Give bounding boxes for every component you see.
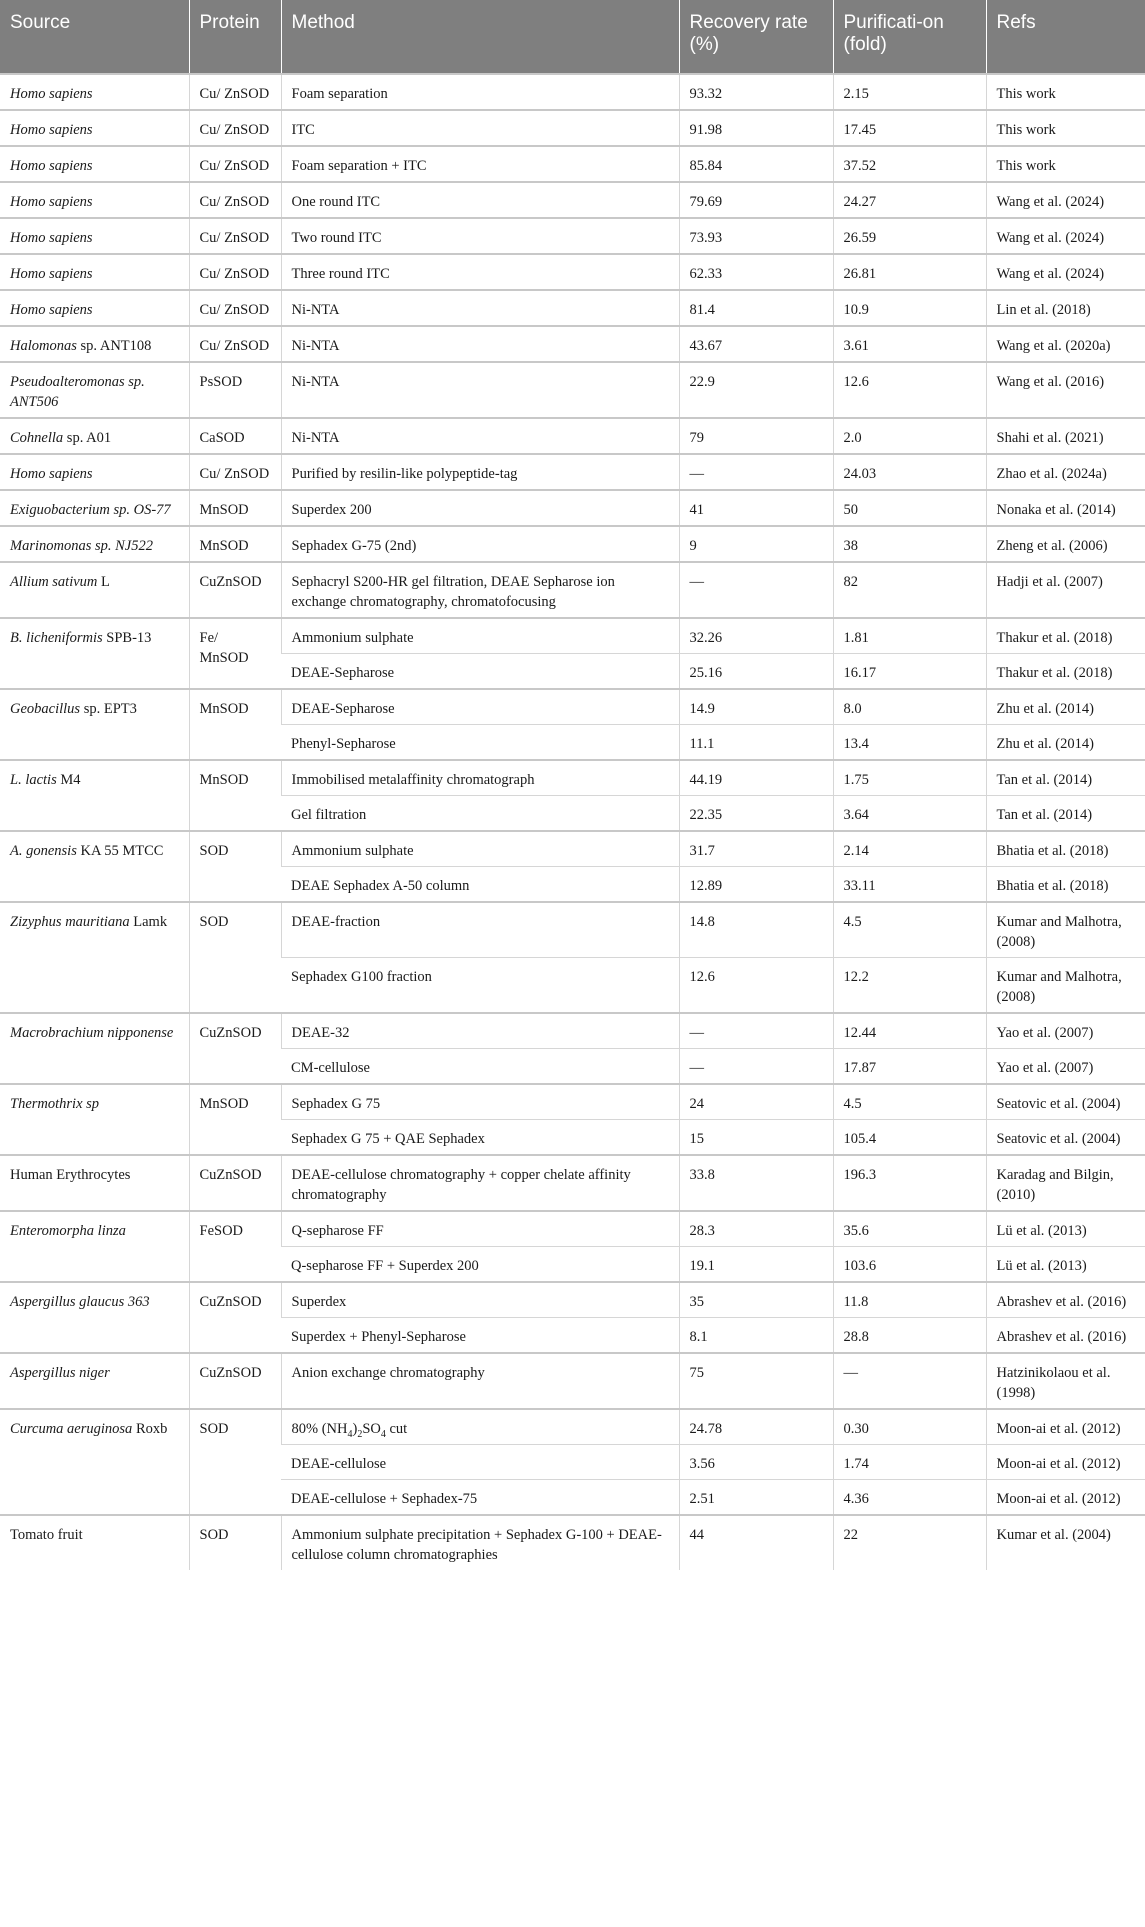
cell-purification: 4.5 [833,1084,986,1120]
cell-source: Homo sapiens [0,218,189,254]
cell-recovery: 79 [679,418,833,454]
cell-protein: CuZnSOD [189,1013,281,1084]
cell-refs: Shahi et al. (2021) [986,418,1145,454]
cell-source: Homo sapiens [0,146,189,182]
cell-purification: 24.27 [833,182,986,218]
cell-purification: 105.4 [833,1120,986,1156]
cell-recovery: 73.93 [679,218,833,254]
cell-source: Curcuma aeruginosa Roxb [0,1409,189,1515]
cell-method: Ammonium sulphate [281,618,679,654]
table-row [0,218,1145,254]
cell-method: 80% $(NH_4)_2SO_4$ cut [281,1409,679,1445]
cell-source: A. gonensis KA 55 MTCC [0,831,189,902]
cell-method: Phenyl-Sepharose [281,725,679,761]
cell-source: Homo sapiens [0,454,189,490]
table-row [0,1282,1145,1318]
cell-refs: Seatovic et al. (2004) [986,1120,1145,1156]
cell-source: Zizyphus mauritiana Lamk [0,902,189,1013]
cell-source: Aspergillus niger [0,1353,189,1409]
table-row [0,326,1145,362]
table-row [0,146,1145,182]
cell-method: Immobilised metalaffinity chromatograph [281,760,679,796]
cell-method: Ni-NTA [281,326,679,362]
cell-purification: 50 [833,490,986,526]
cell-refs: Karadag and Bilgin, (2010) [986,1155,1145,1211]
cell-recovery: 12.89 [679,867,833,903]
cell-method: Ni-NTA [281,362,679,418]
cell-purification: 11.8 [833,1282,986,1318]
cell-protein: CuZnSOD [189,1155,281,1211]
table-row [0,562,1145,618]
cell-protein: Fe/ MnSOD [189,618,281,689]
cell-recovery: 24 [679,1084,833,1120]
cell-purification: 10.9 [833,290,986,326]
cell-refs: Wang et al. (2024) [986,254,1145,290]
cell-source: Marinomonas sp. NJ522 [0,526,189,562]
cell-refs: Zhao et al. (2024a) [986,454,1145,490]
cell-method: DEAE Sephadex A-50 column [281,867,679,903]
cell-purification: 0.30 [833,1409,986,1445]
cell-protein: Cu/ ZnSOD [189,218,281,254]
cell-recovery: 43.67 [679,326,833,362]
cell-protein: Cu/ ZnSOD [189,290,281,326]
cell-recovery: 62.33 [679,254,833,290]
cell-refs: Wang et al. (2016) [986,362,1145,418]
cell-recovery: — [679,1013,833,1049]
cell-source: Aspergillus glaucus 363 [0,1282,189,1353]
cell-refs: This work [986,74,1145,110]
cell-refs: Wang et al. (2024) [986,182,1145,218]
cell-recovery: 81.4 [679,290,833,326]
cell-protein: MnSOD [189,490,281,526]
cell-refs: Abrashev et al. (2016) [986,1318,1145,1354]
table-row [0,418,1145,454]
cell-method: Superdex + Phenyl-Sepharose [281,1318,679,1354]
cell-protein: Cu/ ZnSOD [189,110,281,146]
table-row [0,1515,1145,1570]
cell-refs: Thakur et al. (2018) [986,654,1145,690]
cell-refs: Yao et al. (2007) [986,1013,1145,1049]
cell-protein: SOD [189,902,281,1013]
cell-protein: Cu/ ZnSOD [189,146,281,182]
cell-refs: Lü et al. (2013) [986,1211,1145,1247]
cell-protein: MnSOD [189,526,281,562]
cell-protein: MnSOD [189,689,281,760]
cell-recovery: 93.32 [679,74,833,110]
cell-protein: SOD [189,831,281,902]
table-row [0,1353,1145,1409]
cell-recovery: 28.3 [679,1211,833,1247]
cell-purification: 4.36 [833,1480,986,1516]
cell-method: CM-cellulose [281,1049,679,1085]
cell-purification: 1.74 [833,1445,986,1480]
cell-recovery: 85.84 [679,146,833,182]
cell-protein: Cu/ ZnSOD [189,74,281,110]
cell-protein: SOD [189,1515,281,1570]
cell-purification: 26.81 [833,254,986,290]
cell-protein: FeSOD [189,1211,281,1282]
cell-method: ITC [281,110,679,146]
cell-source: L. lactis M4 [0,760,189,831]
cell-source: Geobacillus sp. EPT3 [0,689,189,760]
table-row [0,1155,1145,1211]
cell-purification: 16.17 [833,654,986,690]
table-row [0,618,1145,654]
cell-method: Ni-NTA [281,418,679,454]
cell-recovery: 44.19 [679,760,833,796]
cell-refs: Seatovic et al. (2004) [986,1084,1145,1120]
cell-recovery: 2.51 [679,1480,833,1516]
cell-recovery: 22.9 [679,362,833,418]
cell-recovery: 11.1 [679,725,833,761]
cell-recovery: 75 [679,1353,833,1409]
cell-method: Three round ITC [281,254,679,290]
header-row [0,0,1145,74]
cell-purification: 13.4 [833,725,986,761]
cell-method: Superdex 200 [281,490,679,526]
cell-source: Halomonas sp. ANT108 [0,326,189,362]
cell-recovery: 9 [679,526,833,562]
cell-refs: Wang et al. (2024) [986,218,1145,254]
cell-protein: Cu/ ZnSOD [189,182,281,218]
cell-refs: Hatzinikolaou et al. (1998) [986,1353,1145,1409]
cell-source: Human Erythrocytes [0,1155,189,1211]
cell-refs: Yao et al. (2007) [986,1049,1145,1085]
cell-method: Foam separation + ITC [281,146,679,182]
cell-protein: MnSOD [189,1084,281,1155]
cell-refs: Tan et al. (2014) [986,796,1145,832]
cell-refs: Moon-ai et al. (2012) [986,1445,1145,1480]
cell-purification: 33.11 [833,867,986,903]
header-method: Method [281,0,679,74]
cell-purification: 17.45 [833,110,986,146]
cell-recovery: 33.8 [679,1155,833,1211]
cell-refs: Tan et al. (2014) [986,760,1145,796]
table-row [0,490,1145,526]
cell-source: Macrobrachium nipponense [0,1013,189,1084]
cell-method: Q-sepharose FF + Superdex 200 [281,1247,679,1283]
cell-refs: Kumar and Malhotra, (2008) [986,958,1145,1014]
cell-recovery: 79.69 [679,182,833,218]
cell-refs: Nonaka et al. (2014) [986,490,1145,526]
cell-method: Foam separation [281,74,679,110]
cell-recovery: 91.98 [679,110,833,146]
header-purification: Purificati-on (fold) [833,0,986,74]
cell-recovery: 31.7 [679,831,833,867]
cell-purification: 24.03 [833,454,986,490]
header-refs: Refs [986,0,1145,74]
cell-refs: Abrashev et al. (2016) [986,1282,1145,1318]
table-row [0,1211,1145,1247]
cell-purification: 3.64 [833,796,986,832]
cell-source: Homo sapiens [0,74,189,110]
cell-refs: Kumar et al. (2004) [986,1515,1145,1570]
cell-source: Pseudoalteromonas sp. ANT506 [0,362,189,418]
cell-recovery: 25.16 [679,654,833,690]
cell-source: Exiguobacterium sp. OS-77 [0,490,189,526]
cell-purification: 37.52 [833,146,986,182]
cell-method: DEAE-cellulose + Sephadex-75 [281,1480,679,1516]
cell-protein: CaSOD [189,418,281,454]
cell-recovery: 35 [679,1282,833,1318]
table-row [0,74,1145,110]
cell-recovery: 12.6 [679,958,833,1014]
cell-purification: 26.59 [833,218,986,254]
cell-purification: 12.44 [833,1013,986,1049]
cell-purification: 17.87 [833,1049,986,1085]
cell-purification: 82 [833,562,986,618]
cell-source: Allium sativum L [0,562,189,618]
cell-method: DEAE-Sepharose [281,689,679,725]
cell-protein: CuZnSOD [189,1282,281,1353]
cell-method: Sephadex G-75 (2nd) [281,526,679,562]
cell-method: Anion exchange chromatography [281,1353,679,1409]
header-protein: Protein [189,0,281,74]
cell-purification: 22 [833,1515,986,1570]
cell-purification: 2.15 [833,74,986,110]
cell-method: Ammonium sulphate [281,831,679,867]
cell-refs: Lü et al. (2013) [986,1247,1145,1283]
cell-method: Sephadex G 75 [281,1084,679,1120]
cell-source: Cohnella sp. A01 [0,418,189,454]
table-row [0,362,1145,418]
cell-refs: This work [986,110,1145,146]
table-row [0,526,1145,562]
cell-refs: Zhu et al. (2014) [986,725,1145,761]
cell-recovery: 32.26 [679,618,833,654]
cell-purification: 196.3 [833,1155,986,1211]
cell-recovery: 14.9 [679,689,833,725]
cell-refs: Moon-ai et al. (2012) [986,1480,1145,1516]
cell-method: DEAE-cellulose [281,1445,679,1480]
cell-refs: Zhu et al. (2014) [986,689,1145,725]
cell-purification: — [833,1353,986,1409]
cell-method: Sephadex G100 fraction [281,958,679,1014]
cell-recovery: — [679,1049,833,1085]
cell-refs: Thakur et al. (2018) [986,618,1145,654]
cell-purification: 103.6 [833,1247,986,1283]
cell-method: DEAE-fraction [281,902,679,958]
cell-source: Homo sapiens [0,254,189,290]
cell-protein: Cu/ ZnSOD [189,326,281,362]
cell-purification: 2.0 [833,418,986,454]
cell-method: DEAE-cellulose chromatography + copper chelate affinity chromatography [281,1155,679,1211]
header-recovery: Recovery rate (%) [679,0,833,74]
table-row [0,110,1145,146]
cell-purification: 1.75 [833,760,986,796]
cell-recovery: — [679,562,833,618]
table-row [0,1013,1145,1049]
cell-refs: Hadji et al. (2007) [986,562,1145,618]
cell-recovery: 19.1 [679,1247,833,1283]
cell-source: Homo sapiens [0,290,189,326]
cell-method: Q-sepharose FF [281,1211,679,1247]
cell-protein: Cu/ ZnSOD [189,454,281,490]
cell-refs: Zheng et al. (2006) [986,526,1145,562]
table-row [0,902,1145,958]
cell-purification: 4.5 [833,902,986,958]
cell-recovery: 14.8 [679,902,833,958]
cell-recovery: 41 [679,490,833,526]
table-row [0,290,1145,326]
cell-protein: CuZnSOD [189,562,281,618]
cell-refs: Bhatia et al. (2018) [986,867,1145,903]
cell-purification: 8.0 [833,689,986,725]
cell-method: One round ITC [281,182,679,218]
cell-method: Purified by resilin-like polypeptide-tag [281,454,679,490]
cell-purification: 3.61 [833,326,986,362]
cell-method: DEAE-Sepharose [281,654,679,690]
table-row [0,689,1145,725]
cell-source: Tomato fruit [0,1515,189,1570]
cell-source: Enteromorpha linza [0,1211,189,1282]
cell-purification: 2.14 [833,831,986,867]
cell-recovery: 24.78 [679,1409,833,1445]
cell-source: Homo sapiens [0,110,189,146]
cell-protein: Cu/ ZnSOD [189,254,281,290]
cell-recovery: 8.1 [679,1318,833,1354]
cell-protein: CuZnSOD [189,1353,281,1409]
cell-recovery: — [679,454,833,490]
cell-recovery: 44 [679,1515,833,1570]
table-body [0,74,1145,1570]
cell-purification: 38 [833,526,986,562]
cell-method: Ni-NTA [281,290,679,326]
cell-method: Sephadex G 75 + QAE Sephadex [281,1120,679,1156]
cell-purification: 28.8 [833,1318,986,1354]
cell-refs: Moon-ai et al. (2012) [986,1409,1145,1445]
cell-recovery: 15 [679,1120,833,1156]
cell-refs: Wang et al. (2020a) [986,326,1145,362]
cell-refs: Bhatia et al. (2018) [986,831,1145,867]
cell-source: Thermothrix sp [0,1084,189,1155]
cell-protein: PsSOD [189,362,281,418]
table-row [0,254,1145,290]
cell-recovery: 3.56 [679,1445,833,1480]
table-row [0,454,1145,490]
cell-purification: 35.6 [833,1211,986,1247]
cell-protein: SOD [189,1409,281,1515]
cell-method: Sephacryl S200-HR gel filtration, DEAE Sepharose ion exchange chromatography, chromatofocusing [281,562,679,618]
header-source: Source [0,0,189,74]
cell-refs: This work [986,146,1145,182]
table-row [0,182,1145,218]
table-row [0,1409,1145,1445]
table-row [0,760,1145,796]
cell-method: DEAE-32 [281,1013,679,1049]
cell-source: Homo sapiens [0,182,189,218]
cell-source: B. licheniformis SPB-13 [0,618,189,689]
cell-method: Ammonium sulphate precipitation + Sephadex G-100 + DEAE-cellulose column chromatographies [281,1515,679,1570]
table-row [0,831,1145,867]
table-row [0,1084,1145,1120]
cell-method: Two round ITC [281,218,679,254]
cell-method: Gel filtration [281,796,679,832]
cell-method: Superdex [281,1282,679,1318]
cell-refs: Kumar and Malhotra, (2008) [986,902,1145,958]
cell-recovery: 22.35 [679,796,833,832]
cell-refs: Lin et al. (2018) [986,290,1145,326]
cell-protein: MnSOD [189,760,281,831]
cell-purification: 12.6 [833,362,986,418]
cell-purification: 12.2 [833,958,986,1014]
cell-purification: 1.81 [833,618,986,654]
